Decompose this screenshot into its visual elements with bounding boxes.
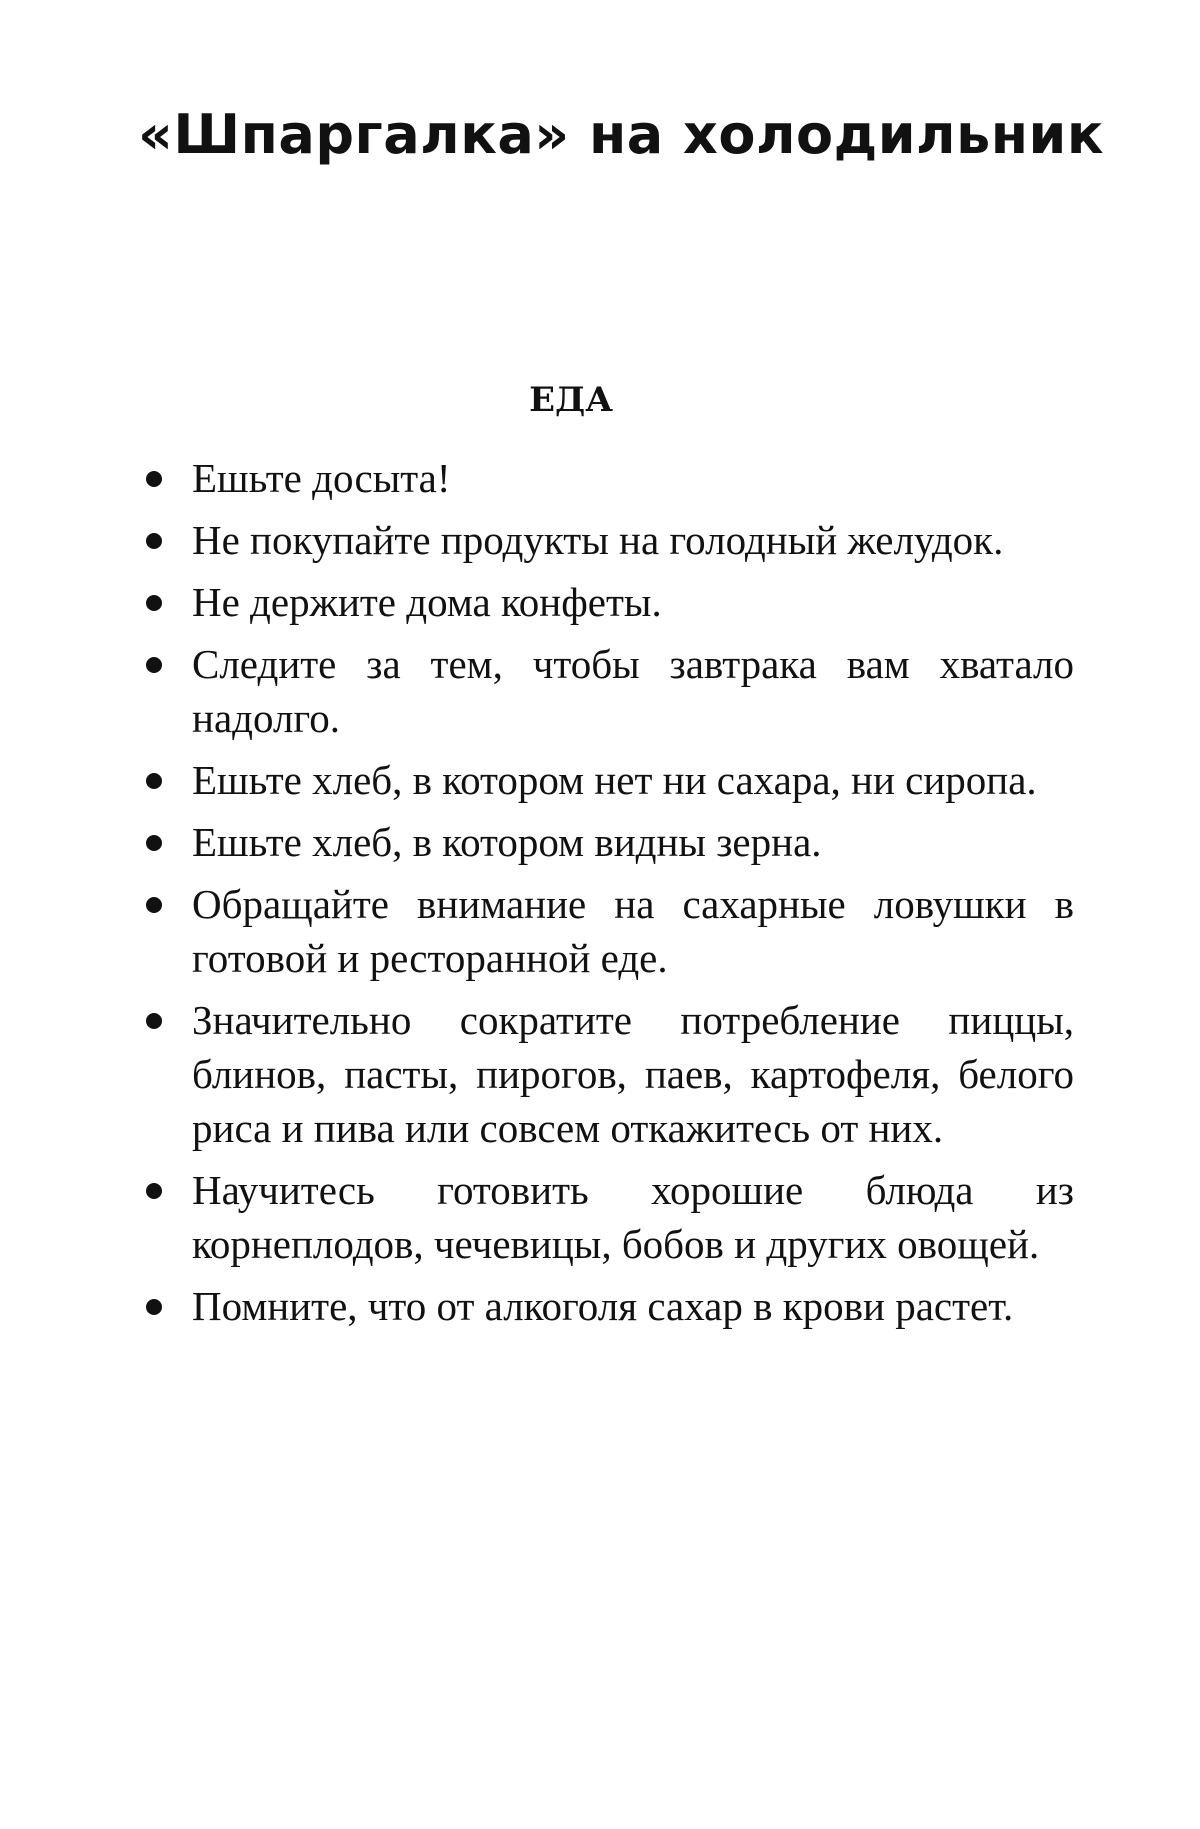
bullet-icon — [146, 1299, 162, 1315]
list-item — [140, 637, 1074, 745]
list-item — [140, 1163, 1074, 1271]
list-item — [140, 993, 1074, 1155]
list-item-text: Не держите дома конфеты. — [192, 579, 662, 625]
list-item-text: Следите за тем, чтобы завтрака вам хватало надолго. — [192, 641, 1074, 741]
list-item-text: Ешьте хлеб, в котором видны зерна. — [192, 819, 822, 865]
list-item-text: Помните, что от алкоголя сахар в крови растет. — [192, 1283, 1014, 1329]
list-item-text: Ешьте хлеб, в котором нет ни сахара, ни сиропа. — [192, 757, 1037, 803]
tips-list — [140, 451, 1074, 1341]
list-item-text: Значительно сократите потребление пиццы, блинов, пасты, пирогов, паев, картофеля, белого риса и пива или совсем откажитесь от них. — [192, 997, 1074, 1151]
list-item-text: Не покупайте продукты на голодный желудок. — [192, 517, 1004, 563]
list-item-text: Ешьте досыта! — [192, 455, 451, 501]
bullet-icon — [146, 533, 162, 549]
section-heading: ЕДА — [529, 380, 613, 420]
page-title: «Шпаргалка» на холодильник — [138, 103, 1105, 166]
bullet-icon — [146, 835, 162, 851]
list-item — [140, 451, 1074, 505]
list-item — [140, 575, 1074, 629]
list-item-text: Научитесь готовить хорошие блюда из корнеплодов, чечевицы, бобов и других овощей. — [192, 1167, 1074, 1267]
bullet-icon — [146, 471, 162, 487]
bullet-icon — [146, 1013, 162, 1029]
list-item-text: Обращайте внимание на сахарные ловушки в готовой и ресторанной еде. — [192, 881, 1074, 981]
list-item — [140, 1279, 1074, 1333]
bullet-icon — [146, 657, 162, 673]
bullet-icon — [146, 595, 162, 611]
bullet-icon — [146, 773, 162, 789]
list-item — [140, 753, 1074, 807]
list-item — [140, 815, 1074, 869]
list-item — [140, 877, 1074, 985]
bullet-icon — [146, 897, 162, 913]
bullet-icon — [146, 1183, 162, 1199]
list-item — [140, 513, 1074, 567]
